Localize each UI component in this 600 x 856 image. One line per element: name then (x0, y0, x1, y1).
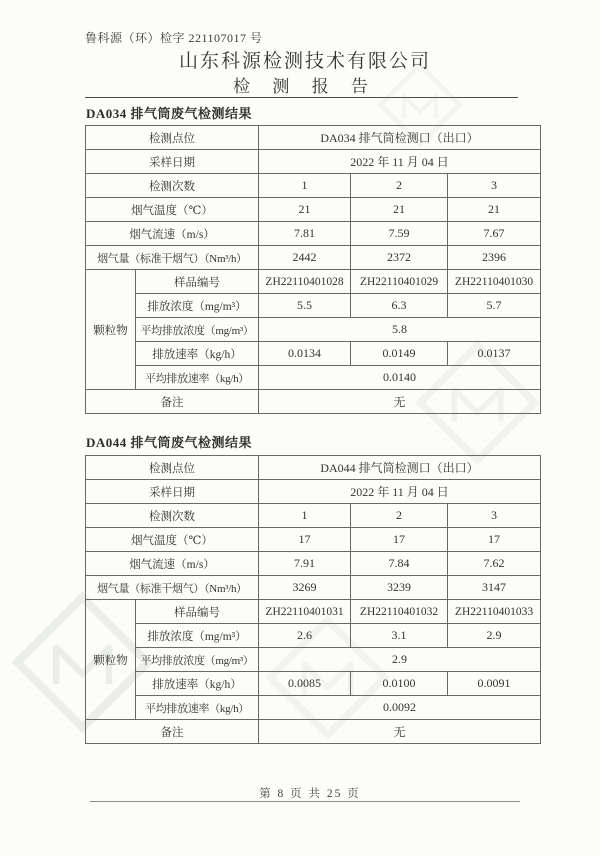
remark-value: 无 (259, 720, 541, 744)
footer-divider (90, 801, 520, 802)
sampling-date-value: 2022 年 11 月 04 日 (259, 150, 541, 174)
test-count-label: 检测次数 (86, 504, 259, 528)
company-name: 山东科源检测技术有限公司 (178, 51, 431, 72)
sampling-date-value: 2022 年 11 月 04 日 (259, 480, 541, 504)
gas-volume-value: 3239 (351, 576, 448, 600)
emission-concentration-value: 5.7 (448, 294, 541, 318)
test-count-value: 2 (351, 504, 448, 528)
gas-temperature-value: 17 (351, 528, 448, 552)
table-row (86, 198, 541, 222)
emission-rate-value: 0.0149 (351, 342, 448, 366)
table-row (86, 696, 541, 720)
gas-volume-value: 2396 (448, 246, 541, 270)
avg-concentration-label: 平均排放浓度（mg/m³） (136, 318, 259, 342)
gas-temperature-value: 21 (351, 198, 448, 222)
table-row (86, 624, 541, 648)
gas-velocity-value: 7.91 (259, 552, 351, 576)
emission-concentration-value: 5.5 (259, 294, 351, 318)
emission-rate-label: 排放速率（kg/h） (136, 672, 259, 696)
table-row (86, 456, 541, 480)
table-row (86, 126, 541, 150)
gas-volume-label: 烟气量（标准干烟气）（Nm³/h） (86, 246, 259, 270)
emission-concentration-value: 2.6 (259, 624, 351, 648)
sample-id-value: ZH22110401029 (351, 270, 448, 294)
avg-rate-label: 平均排放速率（kg/h） (136, 366, 259, 390)
table-row (86, 576, 541, 600)
avg-rate-value: 0.0092 (259, 696, 541, 720)
gas-volume-value: 2372 (351, 246, 448, 270)
table-row (86, 672, 541, 696)
test-count-label: 检测次数 (86, 174, 259, 198)
sample-id-label: 样品编号 (136, 600, 259, 624)
report-number: 鲁科源（环）检字 221107017 号 (85, 31, 263, 45)
table-row (86, 342, 541, 366)
gas-velocity-label: 烟气流速（m/s） (86, 552, 259, 576)
emission-rate-value: 0.0091 (448, 672, 541, 696)
monitoring-point-value: DA044 排气筒检测口（出口） (259, 456, 541, 480)
table-row (86, 270, 541, 294)
table-row (86, 246, 541, 270)
sampling-date-label: 采样日期 (86, 480, 259, 504)
table-row (86, 318, 541, 342)
emission-rate-label: 排放速率（kg/h） (136, 342, 259, 366)
remark-label: 备注 (86, 390, 259, 414)
table-row (86, 480, 541, 504)
gas-temperature-value: 17 (259, 528, 351, 552)
da044-results-table (85, 455, 541, 744)
monitoring-point-value: DA034 排气筒检测口（出口） (259, 126, 541, 150)
sampling-date-label: 采样日期 (86, 150, 259, 174)
test-count-value: 3 (448, 174, 541, 198)
sample-id-value: ZH22110401032 (351, 600, 448, 624)
sample-id-value: ZH22110401030 (448, 270, 541, 294)
remark-label: 备注 (86, 720, 259, 744)
sample-id-label: 样品编号 (136, 270, 259, 294)
emission-rate-value: 0.0134 (259, 342, 351, 366)
gas-volume-label: 烟气量（标准干烟气）（Nm³/h） (86, 576, 259, 600)
gas-temperature-label: 烟气温度（℃） (86, 198, 259, 222)
table-row (86, 648, 541, 672)
gas-temperature-value: 21 (259, 198, 351, 222)
table-row (86, 504, 541, 528)
avg-concentration-value: 2.9 (259, 648, 541, 672)
emission-concentration-value: 2.9 (448, 624, 541, 648)
gas-temperature-label: 烟气温度（℃） (86, 528, 259, 552)
gas-velocity-value: 7.67 (448, 222, 541, 246)
avg-rate-value: 0.0140 (259, 366, 541, 390)
gas-velocity-value: 7.62 (448, 552, 541, 576)
table-row (86, 390, 541, 414)
avg-concentration-label: 平均排放浓度（mg/m³） (136, 648, 259, 672)
gas-volume-value: 2442 (259, 246, 351, 270)
avg-rate-label: 平均排放速率（kg/h） (136, 696, 259, 720)
test-count-value: 1 (259, 174, 351, 198)
gas-velocity-value: 7.59 (351, 222, 448, 246)
table-row (86, 552, 541, 576)
pollutant-name: 颗粒物 (86, 600, 136, 720)
gas-velocity-value: 7.84 (351, 552, 448, 576)
table-row (86, 600, 541, 624)
emission-rate-value: 0.0100 (351, 672, 448, 696)
emission-concentration-label: 排放浓度（mg/m³） (136, 294, 259, 318)
table-row (86, 174, 541, 198)
test-count-value: 1 (259, 504, 351, 528)
test-count-value: 3 (448, 504, 541, 528)
report-title: 检 测 报 告 (233, 77, 377, 96)
gas-temperature-value: 17 (448, 528, 541, 552)
table-row (86, 366, 541, 390)
gas-velocity-label: 烟气流速（m/s） (86, 222, 259, 246)
monitoring-point-label: 检测点位 (86, 126, 259, 150)
table-row (86, 294, 541, 318)
table-row (86, 222, 541, 246)
sample-id-value: ZH22110401028 (259, 270, 351, 294)
section-title-da034: DA034 排气筒废气检测结果 (86, 106, 253, 121)
pollutant-name: 颗粒物 (86, 270, 136, 390)
gas-temperature-value: 21 (448, 198, 541, 222)
monitoring-point-label: 检测点位 (86, 456, 259, 480)
sample-id-value: ZH22110401031 (259, 600, 351, 624)
table-row (86, 720, 541, 744)
emission-concentration-value: 3.1 (351, 624, 448, 648)
gas-velocity-value: 7.81 (259, 222, 351, 246)
remark-value: 无 (259, 390, 541, 414)
da034-results-table (85, 125, 541, 414)
gas-volume-value: 3269 (259, 576, 351, 600)
test-count-value: 2 (351, 174, 448, 198)
avg-concentration-value: 5.8 (259, 318, 541, 342)
title-divider (85, 97, 518, 98)
emission-rate-value: 0.0085 (259, 672, 351, 696)
section-title-da044: DA044 排气筒废气检测结果 (86, 435, 253, 450)
emission-concentration-label: 排放浓度（mg/m³） (136, 624, 259, 648)
table-row (86, 528, 541, 552)
sample-id-value: ZH22110401033 (448, 600, 541, 624)
emission-rate-value: 0.0137 (448, 342, 541, 366)
gas-volume-value: 3147 (448, 576, 541, 600)
table-row (86, 150, 541, 174)
emission-concentration-value: 6.3 (351, 294, 448, 318)
page-number: 第 8 页 共 25 页 (259, 788, 361, 800)
